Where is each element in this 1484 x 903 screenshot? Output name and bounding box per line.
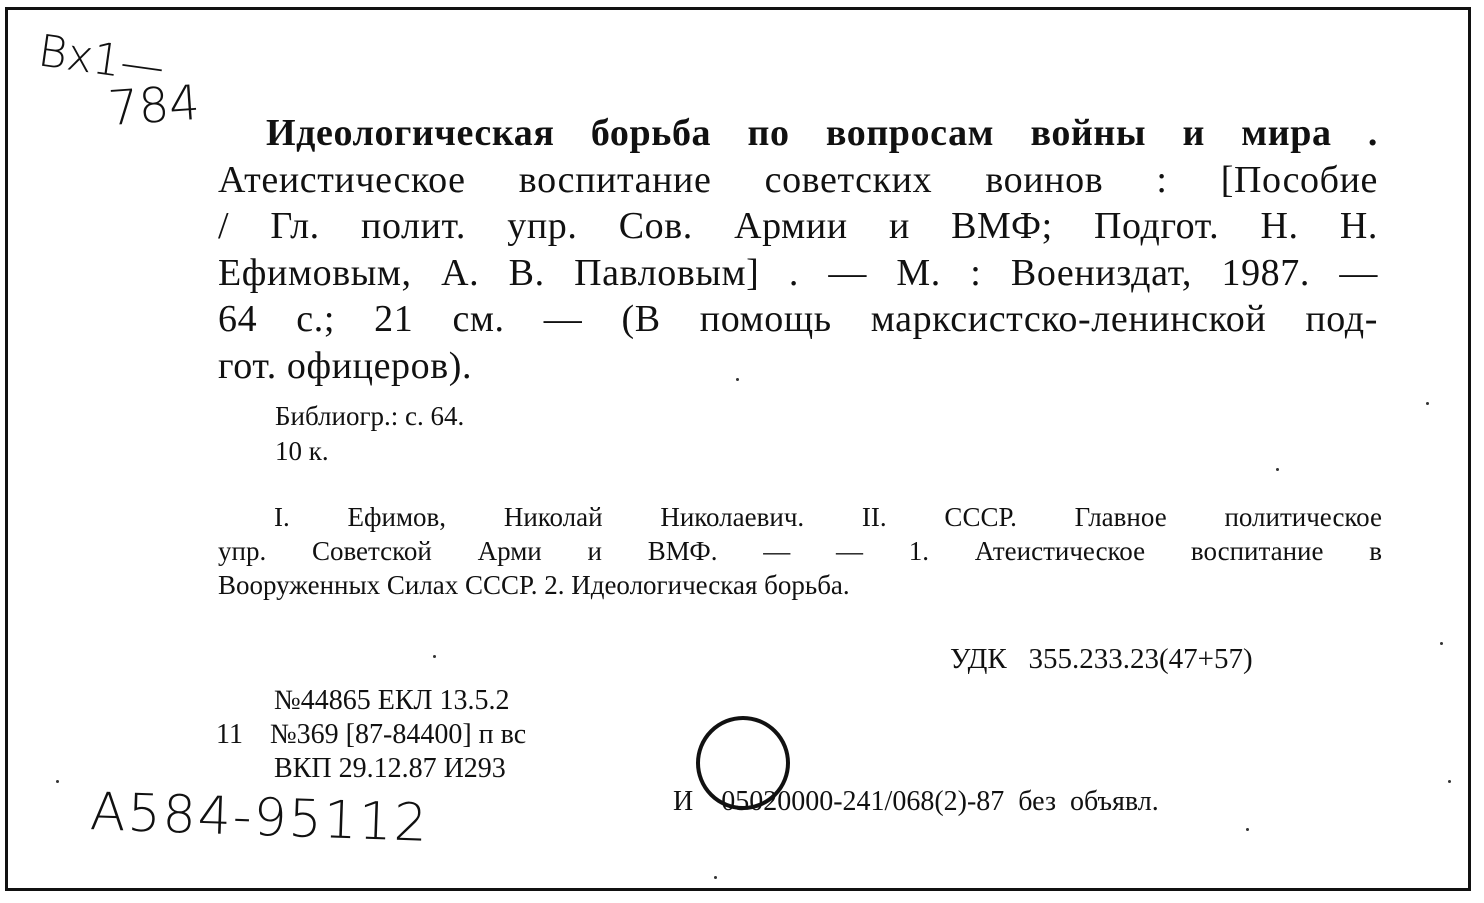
scan-speck — [433, 655, 436, 658]
scan-speck — [1276, 468, 1279, 471]
scan-speck — [714, 876, 717, 879]
scan-speck — [1246, 828, 1249, 831]
scan-speck — [736, 378, 739, 381]
tracing-line: I. Ефимов, Николай Николаевич. II. СССР. Главное политическое — [274, 502, 1382, 532]
scan-speck — [56, 780, 59, 783]
bibliographic-description — [218, 110, 1378, 389]
index-line: И 05020000-241/068(2)-87 без объявл. — [673, 786, 1159, 817]
registration-codes — [216, 684, 526, 786]
tracing-line: упр. Советской Арми и ВМФ. — — 1. Атеистическое воспитание в — [218, 536, 1382, 566]
code-line: №44865 ЕКЛ 13.5.2 — [274, 685, 510, 716]
code-line: ВКП 29.12.87 И293 — [274, 753, 506, 784]
price-note: 10 к. — [275, 436, 329, 466]
notes — [275, 399, 464, 469]
tracing-line: Вооруженных Силах СССР. 2. Идеологическая борьба. — [218, 570, 850, 600]
title-line: / Гл. полит. упр. Сов. Армии и ВМФ; Подгот. Н. Н. — [218, 205, 1378, 247]
handwritten-top-number: 784 — [106, 74, 202, 138]
title-line: гот. офицеров). — [218, 344, 473, 387]
code-line — [216, 718, 526, 752]
scan-speck — [1448, 780, 1451, 783]
scan-speck — [1440, 642, 1443, 645]
code-text: №369 [87-84400] п вс — [269, 719, 527, 750]
handwritten-bottom-code: А584-95112 — [89, 782, 430, 854]
title-line: Идеологическая борьба по вопросам войны и мира . — [266, 112, 1378, 154]
title-line: Атеистическое воспитание советских воинов : [Пособие — [218, 158, 1378, 201]
scan-speck — [1426, 402, 1429, 405]
circle-stamp — [696, 716, 790, 810]
handwritten-top-code: Вх1— — [35, 25, 168, 94]
title-line: 64 с.; 21 см. — (В помощь марксистско-ленинской под- — [218, 298, 1378, 340]
catalog-card — [5, 7, 1471, 891]
udk-classification: УДК 355.233.23(47+57) — [950, 643, 1253, 675]
bibliography-note: Библиогр.: с. 64. — [275, 401, 465, 431]
code-prefix: 11 — [216, 719, 243, 750]
tracings — [218, 500, 1382, 602]
title-line: Ефимовым, А. В. Павловым] . — М. : Воениздат, 1987. — — [218, 251, 1378, 294]
